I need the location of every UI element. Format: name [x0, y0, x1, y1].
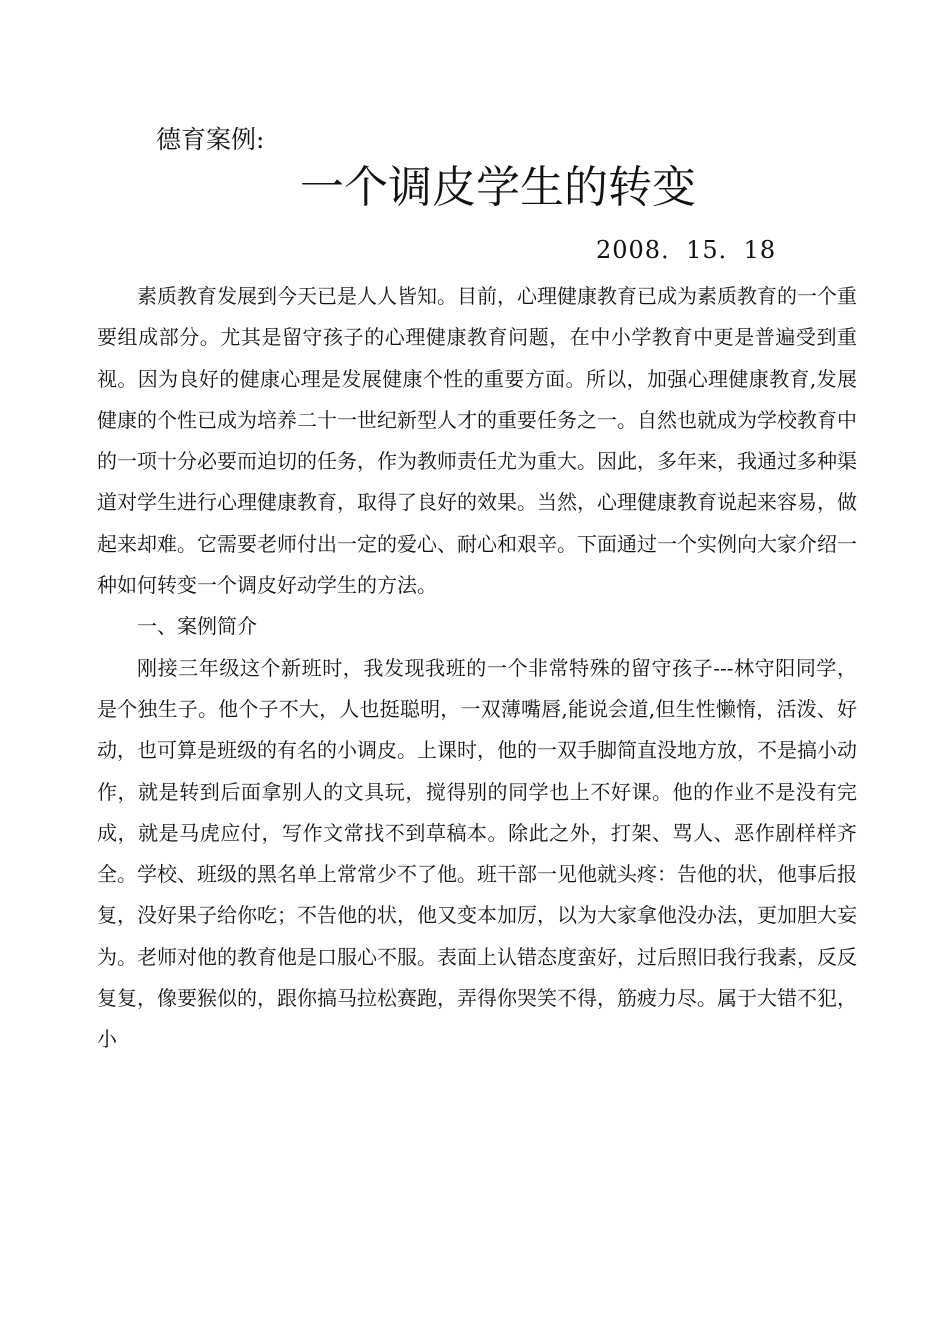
document-title: 一个调皮学生的转变 [300, 162, 696, 213]
document-body [97, 276, 857, 1061]
document-date: 2008．15．18 [596, 236, 777, 264]
document-label: 德育案例: [156, 125, 265, 154]
intro-paragraph: 素质教育发展到今天已是人人皆知。目前，心理健康教育已成为素质教育的一个重要组成部分。尤其是留守孩子的心理健康教育问题，在中小学教育中更是普遍受到重视。因为良好的健康心理是发展健康个性的重要方面。所以，加强心理健康教育,发展健康的个性已成为培养二十一世纪新型人才的重要任务之一。自然也就成为学校教育中的一项十分必要而迫切的任务，作为教师责任尤为重大。因此，多年来，我通过多种渠道对学生进行心理健康教育，取得了良好的效果。当然，心理健康教育说起来容易，做起来却难。它需要老师付出一定的爱心、耐心和艰辛。下面通过一个实例向大家介绍一种如何转变一个调皮好动学生的方法。 [97, 284, 857, 598]
section-heading-case-intro: 一、案例简介 [137, 614, 257, 639]
case-intro-paragraph: 刚接三年级这个新班时，我发现我班的一个非常特殊的留守孩子---林守阳同学，是个独生子。他个子不大，人也挺聪明，一双薄嘴唇,能说会道,但生性懒惰，活泼、好动，也可算是班级的有名的小调皮。上课时，他的一双手脚简直没地方放，不是搞小动作，就是转到后面拿别人的文具玩，搅得别的同学也上不好课。他的作业不是没有完成，就是马虎应付，写作文常找不到草稿本。除此之外，打架、骂人、恶作剧样样齐全。学校、班级的黑名单上常常少不了他。班干部一见他就头疼：告他的状，他事后报复，没好果子给你吃；不告他的状，他又变本加厉，以为大家拿他没办法，更加胆大妄为。老师对他的教育他是口服心不服。表面上认错态度蛮好，过后照旧我行我素，反反复复，像要猴似的，跟你搞马拉松赛跑，弄得你哭笑不得，筋疲力尽。属于大错不犯，小 [97, 655, 857, 1052]
